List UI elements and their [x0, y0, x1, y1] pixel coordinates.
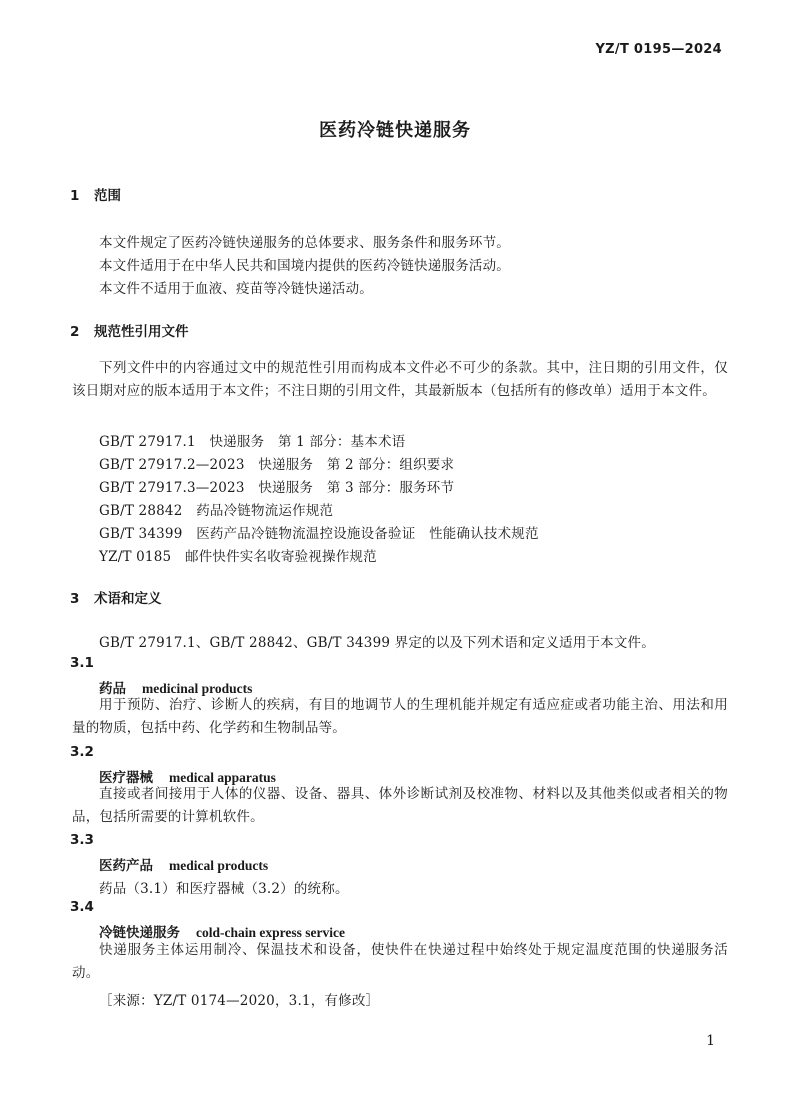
section-number: 1	[70, 188, 80, 204]
reference-item: GB/T 28842 药品冷链物流运作规范	[99, 503, 334, 519]
term-heading	[99, 854, 268, 874]
term-source-note: ［来源：YZ/T 0174—2020，3.1，有修改］	[99, 993, 380, 1009]
section-number: 3	[70, 591, 80, 607]
term-zh: 医疗器械	[99, 770, 153, 786]
section-title: 规范性引用文件	[94, 324, 189, 340]
section-title: 范围	[94, 188, 121, 204]
section-number: 2	[70, 324, 80, 340]
page-number: 1	[706, 1033, 715, 1049]
scope-paragraph-3: 本文件不适用于血液、疫苗等冷链快递活动。	[99, 281, 373, 297]
document-title: 医药冷链快递服务	[319, 120, 471, 141]
term-zh: 医药产品	[99, 858, 153, 874]
reference-item: GB/T 27917.2—2023 快递服务 第 2 部分：组织要求	[99, 457, 455, 473]
clause-number: 3.2	[70, 744, 94, 760]
clause-number: 3.3	[70, 832, 94, 848]
reference-item: GB/T 27917.1 快递服务 第 1 部分：基本术语	[99, 434, 406, 450]
term-zh: 药品	[99, 681, 126, 697]
terms-intro: GB/T 27917.1、GB/T 28842、GB/T 34399 界定的以及下列术语和定义适用于本文件。	[99, 635, 655, 651]
section-3-heading	[70, 587, 162, 607]
term-en: medical products	[169, 858, 269, 873]
term-definition: 用于预防、治疗、诊断人的疾病，有目的地调节人的生理机能并规定有适应症或者功能主治、用法和用量的物质，包括中药、化学药和生物制品等。	[72, 697, 728, 736]
reference-item: YZ/T 0185 邮件快件实名收寄验视操作规范	[99, 549, 377, 565]
standard-number: YZ/T 0195—2024	[595, 42, 722, 57]
term-definition: 快递服务主体运用制冷、保温技术和设备，使快件在快递过程中始终处于规定温度范围的快递服务活动。	[72, 942, 728, 981]
reference-item: GB/T 34399 医药产品冷链物流温控设施设备验证 性能确认技术规范	[99, 526, 539, 542]
scope-paragraph-2: 本文件适用于在中华人民共和国境内提供的医药冷链快递服务活动。	[99, 258, 510, 274]
section-2-heading	[70, 320, 189, 340]
section-title: 术语和定义	[94, 591, 162, 607]
section-1-heading	[70, 184, 121, 204]
term-zh: 冷链快递服务	[99, 925, 180, 941]
term-en: medicinal products	[142, 681, 253, 696]
term-en: cold-chain express service	[196, 925, 345, 940]
scope-paragraph-1: 本文件规定了医药冷链快递服务的总体要求、服务条件和服务环节。	[99, 235, 510, 251]
reference-item: GB/T 27917.3—2023 快递服务 第 3 部分：服务环节	[99, 480, 455, 496]
term-definition: 药品（3.1）和医疗器械（3.2）的统称。	[99, 881, 349, 897]
normative-references-intro: 下列文件中的内容通过文中的规范性引用而构成本文件必不可少的条款。其中，注日期的引用文件，仅该日期对应的版本适用于本文件；不注日期的引用文件，其最新版本（包括所有的修改单）适用于本文件。	[72, 360, 728, 399]
term-en: medical apparatus	[169, 770, 276, 785]
term-heading	[99, 921, 345, 941]
clause-number: 3.1	[70, 655, 94, 671]
term-definition: 直接或者间接用于人体的仪器、设备、器具、体外诊断试剂及校准物、材料以及其他类似或者相关的物品，包括所需要的计算机软件。	[72, 786, 728, 825]
clause-number: 3.4	[70, 899, 94, 915]
